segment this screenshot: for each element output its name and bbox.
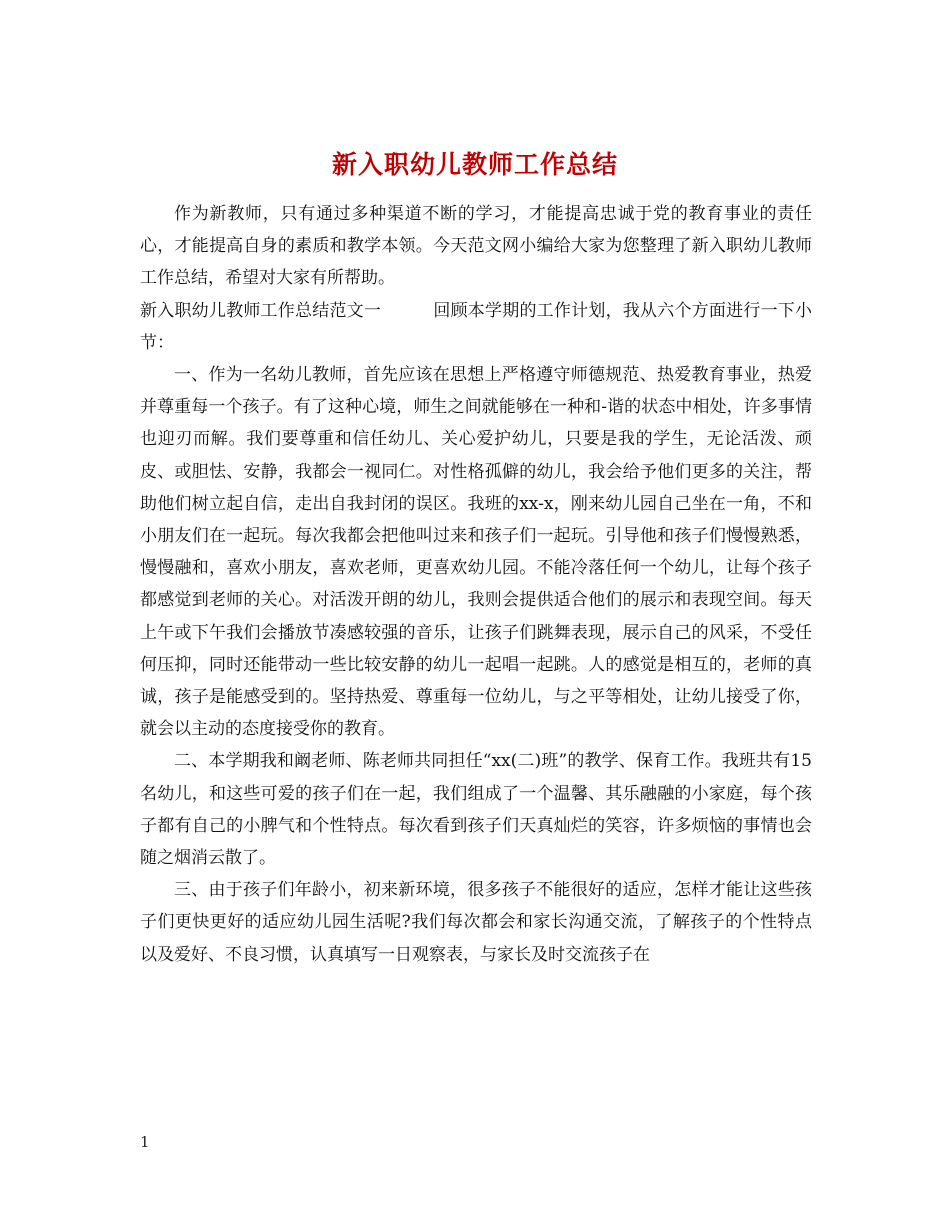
document-title: 新入职幼儿教师工作总结 bbox=[331, 149, 618, 179]
document-body bbox=[140, 198, 812, 971]
paragraph-1: 一、作为一名幼儿教师，首先应该在思想上严格遵守师德规范、热爱教育事业，热爱并尊重每一个孩子。有了这种心境，师生之间就能够在一种和-谐的状态中相处，许多事情也迎刃而解。我们要尊重和信任幼儿、关心爱护幼儿，只要是我的学生，无论活泼、顽皮、或胆怯、安静，我都会一视同仁。对性格孤僻的幼儿，我会给予他们更多的关注，帮助他们树立起自信，走出自我封闭的误区。我班的xx-x，刚来幼儿园自己坐在一角，不和小朋友们在一起玩。每次我都会把他叫过来和孩子们一起玩。引导他和孩子们慢慢熟悉，慢慢融和，喜欢小朋友，喜欢老师，更喜欢幼儿园。不能冷落任何一个幼儿，让每个孩子都感觉到老师的关心。对活泼开朗的幼儿，我则会提供适合他们的展示和表现空间。每天上午或下午我们会播放节凑感较强的音乐，让孩子们跳舞表现，展示自己的风采，不受任何压抑，同时还能带动一些比较安静的幼儿一起唱一起跳。人的感觉是相互的，老师的真诚，孩子是能感受到的。坚持热爱、尊重每一位幼儿，与之平等相处，让幼儿接受了你，就会以主动的态度接受你的教育。 bbox=[140, 365, 812, 740]
section-lead: 回顾本学期的工作计划，我从六个方面进行一下小节： bbox=[140, 300, 813, 353]
paragraph-2: 二、本学期我和阚老师、陈老师共同担任“xx(二)班”的教学、保育工作。我班共有15名幼儿，和这些可爱的孩子们在一起，我们组成了一个温馨、其乐融融的小家庭，每个孩子都有自己的小脾气和个性特点。每次看到孩子们天真灿烂的笑容，许多烦恼的事情也会随之烟消云散了。 bbox=[140, 751, 812, 869]
paragraph-3: 三、由于孩子们年龄小，初来新环境，很多孩子不能很好的适应，怎样才能让这些孩子们更快更好的适应幼儿园生活呢?我们每次都会和家长沟通交流，了解孩子的个性特点以及爱好、不良习惯，认真填写一日观察表，与家长及时交流孩子在 bbox=[140, 880, 812, 965]
section-heading: 新入职幼儿教师工作总结范文一 bbox=[140, 300, 382, 321]
page-number: 1 bbox=[140, 1133, 150, 1151]
section-paragraph bbox=[140, 295, 812, 359]
intro-paragraph: 作为新教师，只有通过多种渠道不断的学习，才能提高忠诚于党的教育事业的责任心，才能提高自身的素质和教学本领。今天范文网小编给大家为您整理了新入职幼儿教师工作总结，希望对大家有所帮助。 bbox=[140, 204, 812, 289]
